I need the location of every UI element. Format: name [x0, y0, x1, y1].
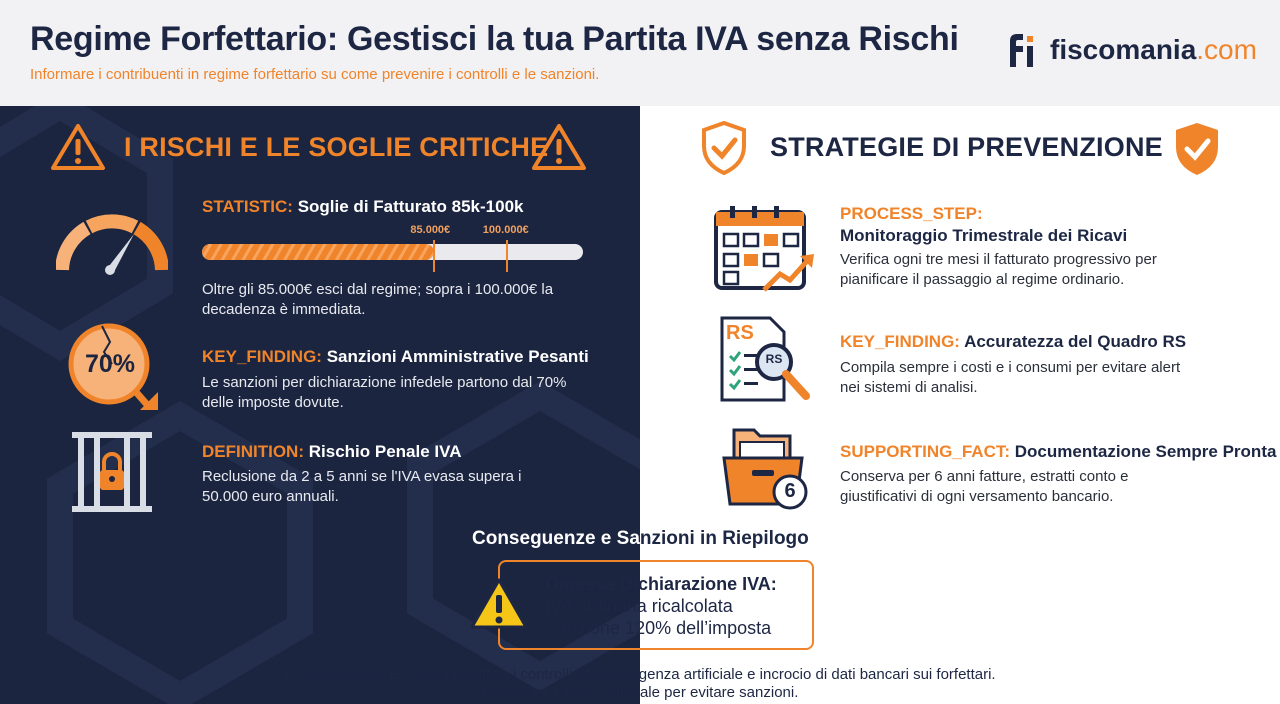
speedometer-icon	[56, 212, 168, 276]
folder-year-badge: 6	[784, 480, 796, 502]
right-item-2-label: KEY_FINDING: Accuratezza del Quadro RS	[840, 332, 1187, 351]
threshold-progress-bar	[202, 244, 583, 260]
left-item-1-label: STATISTIC: Soglie di Fatturato 85k-100k	[202, 197, 524, 216]
footer-line-1: L’Agenzia delle Entrate intensifica i controlli con intelligenza artificiale e incrocio di dati bancari sui forfettari.	[284, 666, 996, 683]
left-item-3-label: DEFINITION: Rischio Penale IVA	[202, 442, 462, 461]
summary-title: Conseguenze e Sanzioni in Riepilogo	[472, 528, 809, 549]
threshold-marker	[433, 240, 435, 272]
logo-domain: .com	[1196, 34, 1257, 65]
right-item-3-text: Conserva per 6 anni fatture, estratti conto e giustificativi di ogni versamento bancario.	[840, 468, 1129, 505]
warning-triangle-icon	[468, 576, 530, 632]
risks-section-title: I RISCHI E LE SOGLIE CRITICHE	[124, 132, 549, 162]
logo-name: fiscomania	[1050, 34, 1197, 65]
footer-line-2: Rispettare i limiti è cruciale per evitare sanzioni.	[481, 684, 799, 701]
left-item-2-label: KEY_FINDING: Sanzioni Amministrative Pesanti	[202, 347, 589, 366]
right-item-1-text: Verifica ogni tre mesi il fatturato progressivo per pianificare il passaggio al regime ordinario.	[840, 251, 1157, 288]
threshold-progress-fill	[202, 244, 434, 260]
left-item-3-text: Reclusione da 2 a 5 anni se l'IVA evasa supera i 50.000 euro annuali.	[202, 468, 522, 505]
right-item-2-text: Compila sempre i costi e i consumi per evitare alert nei sistemi di analisi.	[840, 359, 1181, 396]
prison-bars-icon	[70, 430, 154, 514]
shield-check-icon	[1172, 120, 1222, 178]
shield-check-icon	[700, 120, 748, 176]
threshold-marker-label: 85.000€	[410, 224, 451, 236]
fiscomania-logo[interactable]	[1006, 28, 1257, 72]
right-item-3-label: SUPPORTING_FACT: Documentazione Sempre Pronta	[840, 442, 1277, 461]
page-title: Regime Forfettario: Gestisci la tua Partita IVA senza Rischi	[30, 20, 959, 58]
page-subtitle: Informare i contribuenti in regime forfettario su come prevenire i controlli e le sanzioni.	[30, 66, 600, 83]
percent-badge-text: 70%	[84, 350, 136, 378]
right-item-1-label: Monitoraggio Trimestrale dei Ricavi	[840, 226, 1128, 245]
threshold-marker-label: 100.000€	[482, 224, 529, 236]
logo-mark-icon	[1006, 31, 1040, 69]
warning-triangle-icon	[50, 122, 106, 172]
warning-triangle-icon	[531, 122, 587, 172]
left-item-2-text: Le sanzioni per dichiarazione infedele partono dal 70% delle imposte dovute.	[202, 374, 567, 411]
left-item-1-text: Oltre gli 85.000€ esci dal regime; sopra i 100.000€ la decadenza è immediata.	[202, 281, 554, 318]
calendar-chart-icon	[712, 204, 816, 296]
summary-text: Omessa Dichiarazione IVA: IVA ordinaria ricalcolata Sanzione 120% dell’imposta	[545, 574, 777, 638]
prevention-section-title: STRATEGIE DI PREVENZIONE	[770, 132, 1163, 162]
rs-magnifier-text: RS	[765, 352, 783, 366]
rs-document-title: RS	[726, 322, 754, 344]
threshold-marker	[506, 240, 508, 272]
right-item-1-tag: PROCESS_STEP:	[840, 204, 983, 223]
